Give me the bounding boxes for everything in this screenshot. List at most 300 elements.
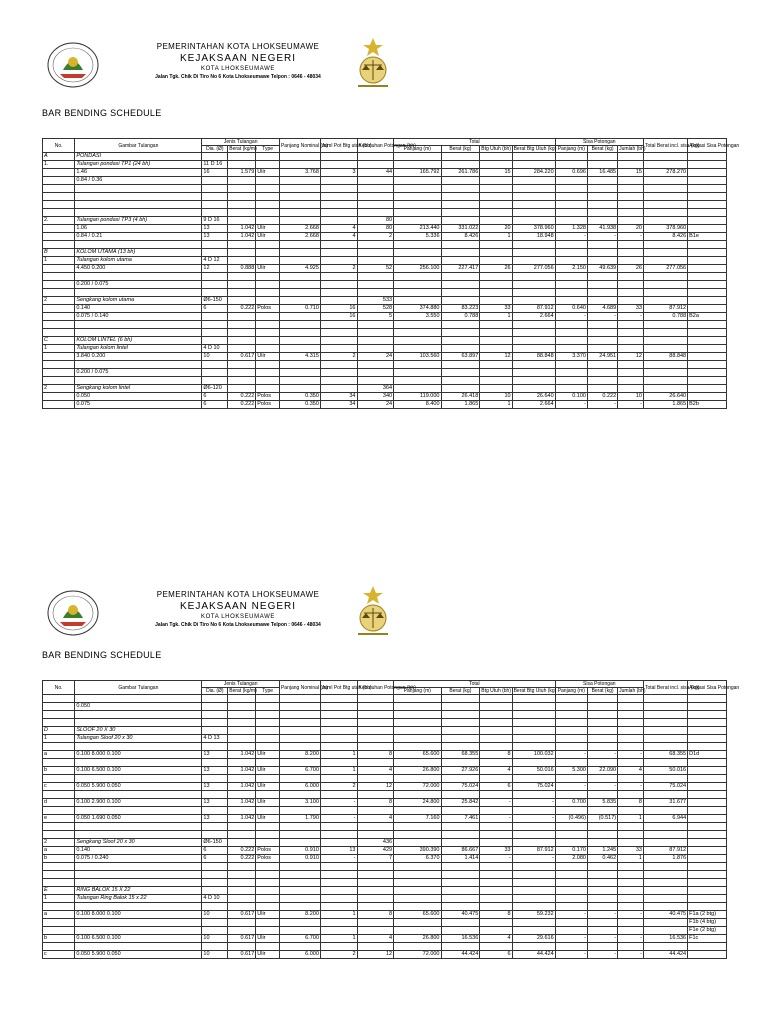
city-emblem-icon	[46, 588, 100, 638]
table-cell	[202, 361, 228, 369]
table-cell	[587, 871, 617, 879]
table-row	[43, 927, 727, 935]
table-cell: -	[555, 935, 587, 943]
table-row	[43, 297, 727, 305]
table-cell	[618, 337, 644, 345]
table-cell	[394, 209, 441, 217]
table-cell: 0.100	[555, 393, 587, 401]
table-cell	[688, 807, 727, 815]
table-cell: 2	[320, 265, 357, 273]
table-cell: 533	[357, 297, 394, 305]
table-cell	[43, 289, 75, 297]
table-cell: 0.84 / 0.21	[75, 233, 202, 241]
table-cell	[394, 297, 441, 305]
table-cell	[320, 385, 357, 393]
table-cell	[256, 871, 280, 879]
table-cell	[555, 903, 587, 911]
table-cell	[688, 321, 727, 329]
table-cell	[480, 703, 512, 711]
table-cell: B2a	[688, 313, 727, 321]
table-cell: 8	[480, 911, 512, 919]
table-cell: 16.536	[643, 935, 687, 943]
table-cell: b	[43, 935, 75, 943]
table-cell: 59.232	[512, 911, 555, 919]
table-cell: 8.400	[394, 401, 441, 409]
table-cell	[643, 727, 687, 735]
table-cell: 44.424	[441, 951, 480, 959]
col-jumlah-potong: Juml Pot Btg utuh (bh)	[320, 681, 357, 695]
table-cell	[441, 361, 480, 369]
table-cell	[587, 201, 617, 209]
table-cell: 1.46	[75, 169, 202, 177]
table-cell	[512, 711, 555, 719]
table-cell	[228, 297, 256, 305]
table-cell: Sengkang kolom lintel	[75, 385, 202, 393]
table-cell	[279, 919, 320, 927]
table-cell	[320, 249, 357, 257]
table-cell	[228, 329, 256, 337]
header-city: KOTA LHOKSEUMAWE	[201, 66, 275, 72]
table-cell: 3.100	[279, 799, 320, 807]
table-cell: 1	[43, 735, 75, 743]
table-cell	[357, 185, 394, 193]
table-cell	[643, 735, 687, 743]
table-cell	[228, 895, 256, 903]
table-cell	[587, 185, 617, 193]
table-cell	[512, 369, 555, 377]
table-cell: 284.220	[512, 169, 555, 177]
table-cell	[75, 759, 202, 767]
table-cell: 26	[480, 265, 512, 273]
table-cell	[643, 329, 687, 337]
table-cell	[394, 217, 441, 225]
table-cell: 0.788	[441, 313, 480, 321]
table-cell	[643, 895, 687, 903]
table-cell	[512, 839, 555, 847]
table-cell	[43, 353, 75, 361]
table-cell	[480, 695, 512, 703]
table-row	[43, 815, 727, 823]
table-cell: 8.426	[643, 233, 687, 241]
table-row	[43, 823, 727, 831]
table-cell	[256, 289, 280, 297]
table-cell	[256, 831, 280, 839]
table-cell	[256, 743, 280, 751]
table-cell	[228, 695, 256, 703]
table-cell: 87.912	[643, 847, 687, 855]
table-cell	[555, 879, 587, 887]
table-cell	[480, 895, 512, 903]
table-cell	[75, 823, 202, 831]
table-cell: 1.042	[228, 767, 256, 775]
table-cell	[643, 193, 687, 201]
col-type: Type	[256, 146, 280, 153]
table-cell: -	[587, 751, 617, 759]
table-cell	[441, 377, 480, 385]
table-cell	[688, 369, 727, 377]
table-cell: 6	[202, 305, 228, 313]
table-cell	[394, 879, 441, 887]
table-cell	[394, 903, 441, 911]
table-cell	[256, 377, 280, 385]
table-row	[43, 393, 727, 401]
table-cell	[320, 273, 357, 281]
table-cell	[441, 273, 480, 281]
table-cell	[480, 711, 512, 719]
table-cell	[394, 831, 441, 839]
table-cell	[688, 863, 727, 871]
table-cell	[643, 257, 687, 265]
col-sisa: Sisa Potongan	[555, 681, 643, 688]
table-cell	[555, 871, 587, 879]
table-cell: KOLOM LINTEL (6 bh)	[75, 337, 202, 345]
table-cell: 12	[357, 783, 394, 791]
table-cell: F1b (4 btg)	[688, 919, 727, 927]
col-berat: Berat (kg/m)	[229, 146, 257, 152]
table-cell: 331.022	[441, 225, 480, 233]
table-cell	[441, 337, 480, 345]
table-cell	[256, 193, 280, 201]
table-cell	[441, 791, 480, 799]
table-cell: 6.370	[394, 855, 441, 863]
table-cell	[618, 209, 644, 217]
table-cell	[256, 719, 280, 727]
table-cell	[480, 871, 512, 879]
table-cell: 6	[480, 951, 512, 959]
table-cell: 1	[320, 751, 357, 759]
table-cell	[587, 153, 617, 161]
table-cell	[555, 735, 587, 743]
table-cell	[357, 887, 394, 895]
table-cell: 6	[202, 393, 228, 401]
table-cell	[688, 217, 727, 225]
table-cell	[643, 759, 687, 767]
col-gambar: Gambar Tulangan	[75, 139, 202, 153]
table-cell	[512, 703, 555, 711]
table-cell	[618, 903, 644, 911]
col-s-panjang: Panjang (m)	[555, 688, 587, 695]
table-cell	[75, 903, 202, 911]
table-cell: 4 D 12	[202, 257, 228, 265]
table-cell	[256, 735, 280, 743]
table-cell	[441, 695, 480, 703]
table-cell: Ø6-150	[202, 297, 228, 305]
table-cell	[394, 823, 441, 831]
table-cell	[279, 719, 320, 727]
table-cell: 4	[480, 767, 512, 775]
table-cell: 4 D 10	[202, 345, 228, 353]
table-cell	[43, 927, 75, 935]
col-sisa: Sisa Potongan	[555, 139, 643, 146]
table-cell: 80	[357, 225, 394, 233]
table-cell	[688, 711, 727, 719]
table-cell: 52	[357, 265, 394, 273]
table-cell	[512, 719, 555, 727]
table-cell	[394, 727, 441, 735]
table-cell	[643, 791, 687, 799]
table-cell: Ulir	[256, 225, 280, 233]
table-cell	[587, 743, 617, 751]
table-cell	[228, 703, 256, 711]
table-cell	[555, 759, 587, 767]
table-cell	[202, 193, 228, 201]
table-cell: 10	[202, 951, 228, 959]
table-cell: 75.024	[441, 783, 480, 791]
table-cell	[75, 879, 202, 887]
table-cell: -	[480, 855, 512, 863]
table-cell: 1.790	[279, 815, 320, 823]
table-cell	[555, 703, 587, 711]
table-cell: 277.056	[512, 265, 555, 273]
table-cell	[587, 289, 617, 297]
col-berat: Berat (kg/m)	[229, 688, 257, 694]
table-cell	[643, 249, 687, 257]
table-cell	[480, 743, 512, 751]
table-cell	[441, 943, 480, 951]
table-cell: 27.926	[441, 767, 480, 775]
table-row	[43, 935, 727, 943]
table-cell: 6.000	[279, 783, 320, 791]
table-cell	[256, 161, 280, 169]
table-cell	[618, 703, 644, 711]
table-cell: Ulir	[256, 265, 280, 273]
table-cell	[643, 695, 687, 703]
table-cell: 4	[357, 815, 394, 823]
table-cell	[43, 775, 75, 783]
table-cell	[320, 217, 357, 225]
table-cell	[256, 943, 280, 951]
table-cell	[618, 297, 644, 305]
table-cell	[43, 823, 75, 831]
table-row	[43, 831, 727, 839]
table-cell	[279, 345, 320, 353]
table-row	[43, 711, 727, 719]
table-cell: 68.355	[643, 751, 687, 759]
table-cell	[555, 345, 587, 353]
table-cell	[256, 927, 280, 935]
table-cell: -	[555, 951, 587, 959]
table-cell	[228, 281, 256, 289]
table-cell: -	[555, 233, 587, 241]
table-cell	[279, 943, 320, 951]
table-cell: F1c	[688, 935, 727, 943]
table-cell	[441, 153, 480, 161]
table-cell: 1.245	[587, 847, 617, 855]
table-cell	[320, 887, 357, 895]
table-cell	[587, 863, 617, 871]
table-cell	[228, 927, 256, 935]
col-t-btg: Btg Utuh (bh)	[481, 146, 512, 152]
table-cell	[555, 711, 587, 719]
table-cell: 8.426	[441, 233, 480, 241]
table-row	[43, 695, 727, 703]
table-cell	[555, 153, 587, 161]
table-row	[43, 273, 727, 281]
table-row	[43, 353, 727, 361]
table-cell	[688, 895, 727, 903]
table-cell	[512, 337, 555, 345]
table-cell	[441, 217, 480, 225]
table-cell: 1	[320, 911, 357, 919]
table-cell: 26.640	[512, 393, 555, 401]
table-cell	[320, 839, 357, 847]
table-cell	[618, 943, 644, 951]
table-cell: Ulir	[256, 353, 280, 361]
table-cell	[394, 743, 441, 751]
table-cell	[618, 927, 644, 935]
table-cell	[643, 775, 687, 783]
table-row	[43, 249, 727, 257]
header-address: Jalan Tgk. Chik Di Tiro No 6 Kota Lhokseumawe Telpon : 0646 - 48034	[155, 622, 321, 628]
table-cell	[587, 369, 617, 377]
table-cell: 40.475	[643, 911, 687, 919]
table-cell	[357, 193, 394, 201]
table-cell	[279, 895, 320, 903]
table-cell	[512, 217, 555, 225]
table-cell	[643, 209, 687, 217]
table-cell	[555, 177, 587, 185]
table-cell: 75.024	[512, 783, 555, 791]
table-cell: 429	[357, 847, 394, 855]
table-cell: 1	[320, 935, 357, 943]
table-cell	[279, 695, 320, 703]
table-cell	[643, 345, 687, 353]
table-cell	[480, 329, 512, 337]
table-cell	[688, 847, 727, 855]
schedule-table	[42, 680, 740, 959]
table-cell	[618, 887, 644, 895]
table-cell	[228, 289, 256, 297]
table-cell	[480, 735, 512, 743]
table-cell: -	[618, 935, 644, 943]
table-cell	[618, 201, 644, 209]
table-cell: Ø6-150	[202, 839, 228, 847]
table-cell	[688, 839, 727, 847]
table-cell	[512, 887, 555, 895]
table-cell	[202, 919, 228, 927]
table-cell	[480, 177, 512, 185]
table-cell: 0.888	[228, 265, 256, 273]
table-cell	[43, 807, 75, 815]
table-cell	[441, 759, 480, 767]
table-cell	[587, 337, 617, 345]
header-org: PEMERINTAHAN KOTA LHOKSEUMAWE	[156, 590, 320, 599]
table-cell	[228, 209, 256, 217]
table-cell	[43, 919, 75, 927]
table-cell	[43, 329, 75, 337]
table-cell	[688, 185, 727, 193]
table-cell	[618, 321, 644, 329]
table-cell	[618, 217, 644, 225]
table-cell: 10	[202, 935, 228, 943]
table-cell	[480, 775, 512, 783]
table-cell	[512, 759, 555, 767]
table-cell: 0.100 2.900 0.100	[75, 799, 202, 807]
table-cell: KOLOM UTAMA (13 bh)	[75, 249, 202, 257]
table-cell	[441, 201, 480, 209]
table-cell: 6.700	[279, 767, 320, 775]
table-cell	[618, 185, 644, 193]
table-cell: 4.450 0.200	[75, 265, 202, 273]
table-cell	[441, 193, 480, 201]
table-cell: -	[320, 855, 357, 863]
table-row	[43, 807, 727, 815]
table-cell	[256, 895, 280, 903]
table-cell: 0.710	[279, 305, 320, 313]
table-cell: RING BALOK 15 X 22	[75, 887, 202, 895]
table-cell	[555, 927, 587, 935]
table-cell: 0.617	[228, 911, 256, 919]
table-cell: 2	[43, 297, 75, 305]
table-cell	[618, 345, 644, 353]
schedule-table	[42, 138, 740, 409]
table-cell	[75, 361, 202, 369]
table-cell	[555, 193, 587, 201]
table-row	[43, 703, 727, 711]
table-cell: 4 D 10	[202, 895, 228, 903]
table-row	[43, 839, 727, 847]
table-cell	[480, 281, 512, 289]
table-cell: -	[480, 815, 512, 823]
table-cell	[555, 281, 587, 289]
table-cell: 165.792	[394, 169, 441, 177]
table-cell: 0.050 1.690 0.050	[75, 815, 202, 823]
table-cell	[587, 711, 617, 719]
table-cell	[618, 719, 644, 727]
table-cell	[357, 281, 394, 289]
table-cell	[587, 345, 617, 353]
table-cell: (0.517)	[587, 815, 617, 823]
table-cell	[320, 177, 357, 185]
table-row	[43, 385, 727, 393]
table-cell	[279, 863, 320, 871]
table-cell: a	[43, 751, 75, 759]
table-cell: 3.370	[555, 353, 587, 361]
table-cell: Sengkang Sloof 20 x 30	[75, 839, 202, 847]
table-cell: 16	[320, 313, 357, 321]
table-cell	[618, 161, 644, 169]
table-cell	[256, 185, 280, 193]
table-cell: 65.600	[394, 911, 441, 919]
table-cell	[320, 703, 357, 711]
table-cell	[688, 305, 727, 313]
table-cell	[587, 735, 617, 743]
table-cell	[555, 273, 587, 281]
table-cell	[512, 153, 555, 161]
table-cell	[320, 193, 357, 201]
table-cell: 2	[357, 233, 394, 241]
table-cell: SLOOF 20 X 30	[75, 727, 202, 735]
table-cell: 5.835	[587, 799, 617, 807]
table-cell: 2.150	[555, 265, 587, 273]
table-cell	[555, 369, 587, 377]
table-cell	[555, 161, 587, 169]
table-cell: 7.461	[441, 815, 480, 823]
table-cell	[618, 791, 644, 799]
table-cell: 25.842	[441, 799, 480, 807]
table-cell	[320, 727, 357, 735]
table-cell: 4	[357, 767, 394, 775]
table-cell	[279, 337, 320, 345]
table-cell	[643, 823, 687, 831]
table-cell	[480, 209, 512, 217]
table-cell	[256, 273, 280, 281]
table-cell	[320, 257, 357, 265]
table-cell	[43, 209, 75, 217]
table-cell	[357, 895, 394, 903]
table-cell	[43, 903, 75, 911]
table-cell: 68.355	[441, 751, 480, 759]
